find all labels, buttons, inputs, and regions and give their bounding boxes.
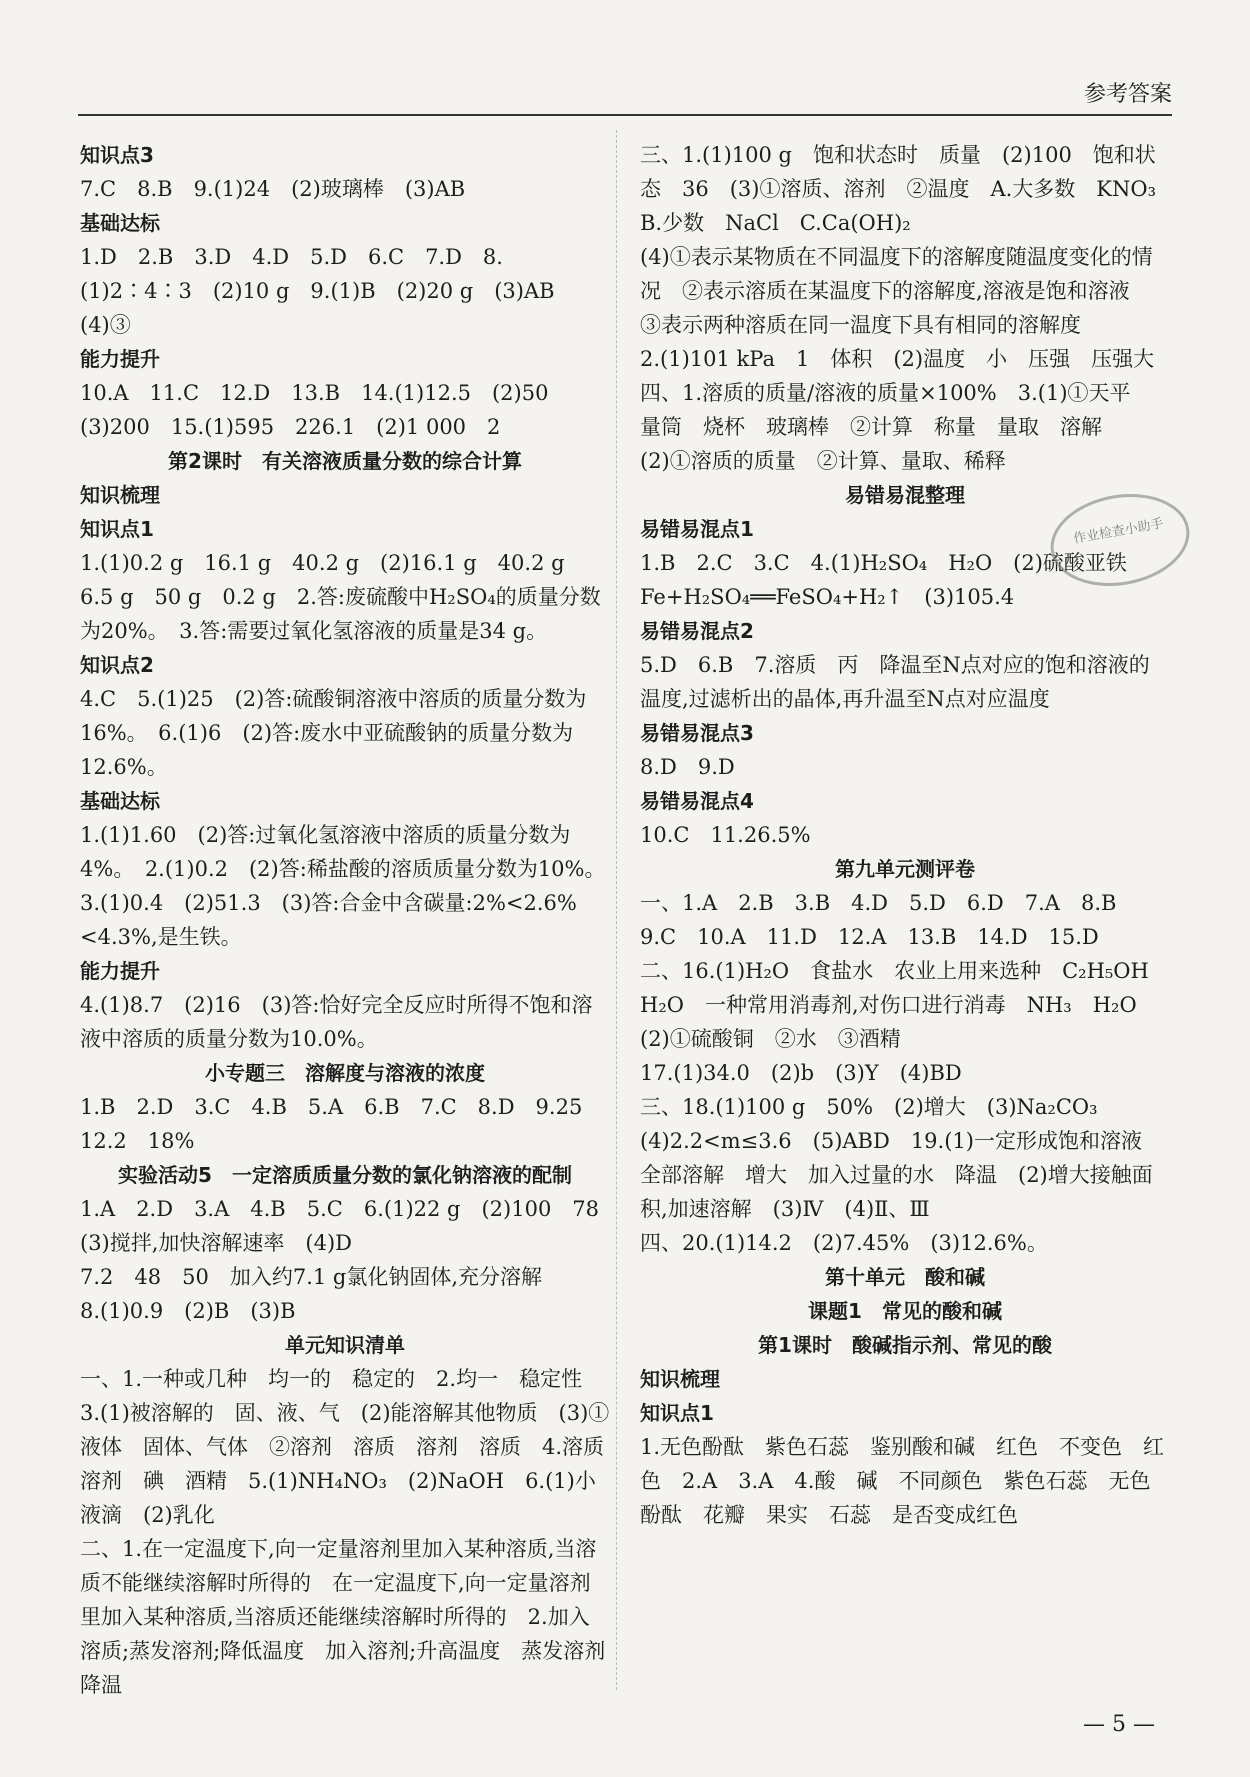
subsection-heading: 易错易混点4 bbox=[640, 789, 754, 813]
subsection-heading: 易错易混点1 bbox=[640, 517, 754, 541]
subsection-heading: 知识点3 bbox=[80, 143, 154, 167]
answer-line: 1.(1)1.60 (2)答:过氧化氢溶液中溶质的质量分数为4%。 2.(1)0.2 (2)答:稀盐酸的溶质质量分数为10%。 3.(1)0.4 (2)51.3 (3)答:合金中含碳量:2%<2.6%<4.3%,是生铁。 bbox=[80, 823, 616, 949]
answer-line: 4.(1)8.7 (2)16 (3)答:恰好完全反应时所得不饱和溶液中溶质的质量分数为10.0%。 bbox=[80, 993, 593, 1051]
subsection-heading: 基础达标 bbox=[80, 789, 160, 813]
section-heading: 易错易混整理 bbox=[845, 483, 965, 507]
answer-line: 四、20.(1)14.2 (2)7.45% (3)12.6%。 bbox=[640, 1231, 1048, 1255]
section-heading: 第十单元 酸和碱 bbox=[825, 1265, 985, 1289]
subsection-heading: 易错易混点3 bbox=[640, 721, 754, 745]
subsection-heading: 能力提升 bbox=[80, 959, 160, 983]
answer-line: 7.2 48 50 加入约7.1 g氯化钠固体,充分溶解 bbox=[80, 1265, 543, 1289]
answer-line: 8.D 9.D bbox=[640, 755, 735, 779]
answer-line: 二、16.(1)H₂O 食盐水 农业上用来选种 C₂H₅OH H₂O 一种常用消毒剂,对伤口进行消毒 NH₃ H₂O (2)①硫酸铜 ②水 ③酒精 bbox=[640, 959, 1170, 1051]
answer-line: 1.无色酚酞 紫色石蕊 鉴别酸和碱 红色 不变色 红色 2.A 3.A 4.酸 碱 不同颜色 紫色石蕊 无色酚酞 花瓣 果实 石蕊 是否变成红色 bbox=[640, 1435, 1165, 1527]
section-heading: 第九单元测评卷 bbox=[835, 857, 975, 881]
section-heading: 实验活动5 一定溶质质量分数的氯化钠溶液的配制 bbox=[118, 1163, 572, 1187]
answer-line: 一、1.A 2.B 3.B 4.D 5.D 6.D 7.A 8.B 9.C 10.A 11.D 12.A 13.B 14.D 15.D bbox=[640, 891, 1138, 949]
subsection-heading: 知识点1 bbox=[640, 1401, 714, 1425]
header-title: 参考答案 bbox=[1083, 82, 1172, 107]
answer-line: 8.(1)0.9 (2)B (3)B bbox=[80, 1299, 296, 1323]
page-number: — 5 — bbox=[1083, 1712, 1155, 1737]
answer-line: 1.B 2.D 3.C 4.B 5.A 6.B 7.C 8.D 9.25 12.2 18% bbox=[80, 1095, 604, 1153]
answer-line: 17.(1)34.0 (2)b (3)Y (4)BD bbox=[640, 1061, 962, 1085]
section-heading: 课题1 常见的酸和碱 bbox=[808, 1299, 1002, 1323]
subsection-heading: 知识梳理 bbox=[80, 483, 160, 507]
answer-line: 10.C 11.26.5% bbox=[640, 823, 811, 847]
answer-line: 四、1.溶质的质量/溶液的质量×100% 3.(1)①天平 量筒 烧杯 玻璃棒 ②计算 称量 量取 溶解 (2)①溶质的质量 ②计算、量取、稀释 bbox=[640, 381, 1152, 473]
answer-line: 1.D 2.B 3.D 4.D 5.D 6.C 7.D 8.(1)2∶4∶3 (2)10 g 9.(1)B (2)20 g (3)AB (4)③ bbox=[80, 245, 576, 337]
section-heading: 第1课时 酸碱指示剂、常见的酸 bbox=[758, 1333, 1052, 1357]
answer-line: 2.(1)101 kPa 1 体积 (2)温度 小 压强 压强大 bbox=[640, 347, 1155, 371]
subsection-heading: 基础达标 bbox=[80, 211, 160, 235]
answer-line: 7.C 8.B 9.(1)24 (2)玻璃棒 (3)AB bbox=[80, 177, 466, 201]
answer-line: 二、1.在一定温度下,向一定量溶剂里加入某种溶质,当溶质不能继续溶解时所得的 在一定温度下,向一定量溶剂里加入某种溶质,当溶质还能继续溶解时所得的 2.加入溶质;蒸发溶剂;降低温度 加入溶剂;升高温度 蒸发溶剂 降温 bbox=[80, 1537, 627, 1697]
subsection-heading: 能力提升 bbox=[80, 347, 160, 371]
answer-line: 1.A 2.D 3.A 4.B 5.C 6.(1)22 g (2)100 78 (3)搅拌,加快溶解速率 (4)D bbox=[80, 1197, 621, 1255]
subsection-heading: 知识点1 bbox=[80, 517, 154, 541]
answer-line: 10.A 11.C 12.D 13.B 14.(1)12.5 (2)50 (3)200 15.(1)595 226.1 (2)1 000 2 bbox=[80, 381, 570, 439]
answer-line: (4)①表示某物质在不同温度下的溶解度随温度变化的情况 ②表示溶质在某温度下的溶解度,溶液是饱和溶液 ③表示两种溶质在同一温度下具有相同的溶解度 bbox=[640, 245, 1153, 337]
section-heading: 第2课时 有关溶液质量分数的综合计算 bbox=[168, 449, 522, 473]
section-heading: 小专题三 溶解度与溶液的浓度 bbox=[205, 1061, 485, 1085]
answer-line: 三、18.(1)100 g 50% (2)增大 (3)Na₂CO₃ (4)2.2<m≤3.6 (5)ABD 19.(1)一定形成饱和溶液 全部溶解 增大 加入过量的水 降温 (2)增大接触面积,加速溶解 (3)Ⅳ (4)Ⅱ、Ⅲ bbox=[640, 1095, 1163, 1221]
stamp-text: 作业检查小助手 bbox=[1072, 516, 1165, 547]
right-column bbox=[640, 138, 1178, 1532]
subsection-heading: 知识梳理 bbox=[640, 1367, 720, 1391]
answer-line: 4.C 5.(1)25 (2)答:硫酸铜溶液中溶质的质量分数为16%。 6.(1)6 (2)答:废水中亚硫酸钠的质量分数为12.6%。 bbox=[80, 687, 587, 779]
answer-line: 一、1.一种或几种 均一的 稳定的 2.均一 稳定性 3.(1)被溶解的 固、液、气 (2)能溶解其他物质 (3)①液体 固体、气体 ②溶剂 溶质 溶剂 溶质 4.溶质 溶剂 碘 酒精 5.(1)NH₄NO₃ (2)NaOH 6.(1)小液滴 (2)乳化 bbox=[80, 1367, 626, 1527]
answer-line: 1.B 2.C 3.C 4.(1)H₂SO₄ H₂O (2)硫酸亚铁 Fe+H₂SO₄══FeSO₄+H₂↑ (3)105.4 bbox=[640, 551, 1148, 609]
page-header bbox=[78, 78, 1172, 116]
answer-line: 1.(1)0.2 g 16.1 g 40.2 g (2)16.1 g 40.2 g 6.5 g 50 g 0.2 g 2.答:废硫酸中H₂SO₄的质量分数为20%。 3.答:需要过氧化氢溶液的质量是34 g。 bbox=[80, 551, 601, 643]
section-heading: 单元知识清单 bbox=[285, 1333, 405, 1357]
left-column bbox=[80, 138, 627, 1702]
answer-line: 三、1.(1)100 g 饱和状态时 质量 (2)100 饱和状态 36 (3)①溶质、溶剂 ②温度 A.大多数 KNO₃ B.少数 NaCl C.Ca(OH)₂ bbox=[640, 143, 1178, 235]
subsection-heading: 知识点2 bbox=[80, 653, 154, 677]
answer-line: 5.D 6.B 7.溶质 丙 降温至N点对应的饱和溶液的温度,过滤析出的晶体,再升温至N点对应温度 bbox=[640, 653, 1150, 711]
subsection-heading: 易错易混点2 bbox=[640, 619, 754, 643]
